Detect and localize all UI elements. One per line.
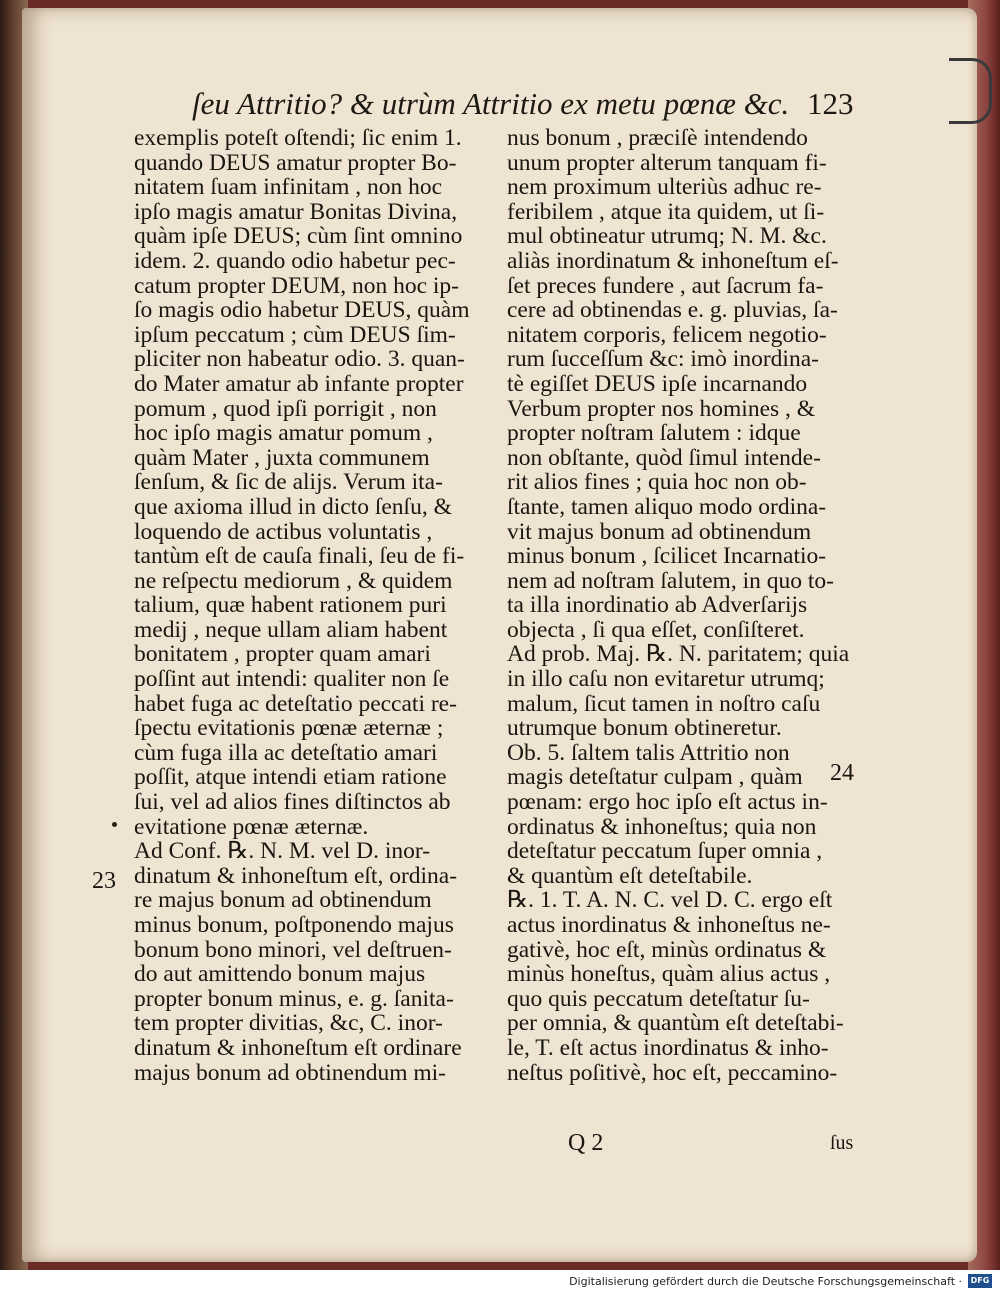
text-line: catum propter DEUM, non hoc ip- — [134, 272, 460, 299]
text-line: minùs honeſtus, quàm alius actus , — [507, 961, 831, 988]
text-line: utrumque bonum obtineretur. — [507, 715, 782, 742]
text-line: ordinatus & inhoneſtus; quia non — [507, 813, 817, 840]
text-line: medij , neque ullam aliam habent — [134, 616, 448, 643]
text-line: malum, ſicut tamen in noſtro caſu — [507, 690, 821, 717]
text-line: Verbum propter nos homines , & — [507, 395, 816, 422]
text-line: ſo magis odio habetur DEUS, quàm — [134, 297, 470, 324]
text-line: magis deteſtatur culpam , quàm — [507, 764, 803, 791]
text-line: re majus bonum ad obtinendum — [134, 887, 432, 914]
text-line: evitatione pœnæ æternæ. — [134, 813, 369, 840]
page-number: 123 — [807, 86, 854, 121]
book-clasp — [949, 58, 992, 124]
text-line: minus bonum, poſtponendo majus — [134, 912, 454, 938]
text-line: quo quis peccatum deteſtatur ſu- — [507, 985, 810, 1012]
ink-dot — [112, 822, 117, 827]
text-line: aliàs inordinatum & inhoneſtum eſ- — [507, 247, 839, 274]
text-line: non obſtante, quòd ſimul intende- — [507, 444, 821, 471]
catchword: ſus — [830, 1132, 854, 1154]
signature-mark: Q 2 — [568, 1130, 604, 1156]
text-line: & quantùm eſt deteſtabile. — [507, 862, 753, 889]
text-line: ipſo magis amatur Bonitas Divina, — [134, 198, 458, 225]
text-line: tè egiſſet DEUS ipſe incarnando — [507, 370, 808, 397]
footer-bar — [0, 1270, 1000, 1293]
text-line: do aut amittendo bonum majus — [134, 961, 426, 988]
text-line: poſſit, atque intendi etiam ratione — [134, 764, 447, 791]
text-line: objecta , ſi qua eſſet, conſiſteret. — [507, 616, 805, 643]
text-line: quando DEUS amatur propter Bo- — [134, 149, 457, 176]
text-line: ſtante, tamen aliquo modo ordina- — [507, 493, 827, 520]
text-line: exemplis poteſt oſtendi; ſic enim 1. — [134, 125, 462, 151]
text-line: nitatem ſuam infinitam , non hoc — [134, 174, 443, 201]
text-line: pœnam: ergo hoc ipſo eſt actus in- — [507, 789, 828, 816]
text-line: mul obtineatur utrumq; N. M. &c. — [507, 223, 827, 250]
text-line: nem proximum ulteriùs adhuc re- — [507, 174, 822, 201]
text-line: tantùm eſt de cauſa finali, ſeu de fi- — [134, 543, 465, 570]
margin-number-24: 24 — [830, 760, 854, 786]
text-line: Ob. 5. ſaltem talis Attritio non — [507, 739, 790, 766]
text-line: in illo caſu non evitaretur utrumq; — [507, 666, 825, 693]
text-line: rum ſucceſſum &c: imò inordina- — [507, 346, 819, 373]
margin-number-23: 23 — [92, 868, 116, 894]
text-line: cùm fuga illa ac deteſtatio amari — [134, 739, 438, 766]
text-line: ℞. 1. T. A. N. C. vel D. C. ergo eſt — [507, 887, 833, 914]
text-line: que axioma illud in dicto ſenſu, & — [134, 493, 452, 520]
text-line: nus bonum , præciſè intendendo — [507, 125, 808, 151]
text-line: ſui, vel ad alios fines diſtinctos ab — [134, 789, 451, 816]
running-title: ſeu Attritio? & utrùm Attritio ex metu pœnæ &c. — [192, 86, 790, 121]
text-line: propter bonum minus, e. g. ſanita- — [134, 985, 454, 1012]
text-line: cere ad obtinendas e. g. pluvias, ſa- — [507, 297, 838, 324]
text-line: ſenſum, & ſic de alijs. Verum ita- — [134, 469, 443, 496]
book-page — [22, 8, 977, 1262]
text-line: poſſint aut intendi: qualiter non ſe — [134, 666, 450, 693]
text-line: nem ad noſtram ſalutem, in quo to- — [507, 567, 834, 594]
text-line: le, T. eſt actus inordinatus & inho- — [507, 1034, 829, 1061]
text-line: per omnia, & quantùm eſt deteſtabi- — [507, 1010, 844, 1037]
text-line: rit alios fines ; quia hoc non ob- — [507, 469, 807, 496]
text-line: neſtus poſitivè, hoc eſt, peccamino- — [507, 1059, 838, 1086]
text-line: majus bonum ad obtinendum mi- — [134, 1059, 446, 1086]
text-line: tem propter divitias, &c, C. inor- — [134, 1010, 443, 1037]
text-line: propter noſtram ſalutem : idque — [507, 420, 801, 447]
text-line: Ad prob. Maj. ℞. N. paritatem; quia — [507, 641, 850, 668]
text-line: nitatem corporis, felicem negotio- — [507, 321, 827, 348]
text-line: idem. 2. quando odio habetur pec- — [134, 247, 456, 274]
text-column-left — [134, 126, 494, 1085]
text-line: gativè, hoc eſt, minùs ordinatus & — [507, 936, 827, 963]
text-line: pliciter non habeatur odio. 3. quan- — [134, 346, 465, 373]
text-line: ipſum peccatum ; cùm DEUS ſim- — [134, 321, 456, 348]
text-line: pomum , quod ipſi porrigit , non — [134, 395, 437, 422]
text-line: quàm Mater , juxta communem — [134, 444, 430, 471]
text-column-right — [507, 126, 867, 1085]
text-line: ta illa inordinatio ab Adverſarijs — [507, 592, 808, 619]
text-line: do Mater amatur ab infante propter — [134, 370, 464, 397]
text-line: vit majus bonum ad obtinendum — [507, 518, 812, 545]
text-line: habet fuga ac deteſtatio peccati re- — [134, 690, 457, 717]
dfg-logo-icon: DFG — [968, 1274, 992, 1288]
text-line: actus inordinatus & inhoneſtus ne- — [507, 912, 831, 938]
text-line: dinatum & inhoneſtum eſt ordinare — [134, 1034, 462, 1061]
text-line: unum propter alterum tanquam fi- — [507, 149, 827, 176]
text-line: minus bonum , ſcilicet Incarnatio- — [507, 543, 827, 570]
text-line: ne reſpectu mediorum , & quidem — [134, 567, 453, 594]
text-line: bonitatem , propter quam amari — [134, 641, 431, 668]
footer-credit: Digitalisierung gefördert durch die Deutsche Forschungsgemeinschaft · — [569, 1275, 962, 1288]
text-line: feribilem , atque ita quidem, ut ſi- — [507, 198, 825, 225]
text-line: Ad Conf. ℞. N. M. vel D. inor- — [134, 838, 431, 865]
text-line: bonum bono minori, vel deſtruen- — [134, 936, 452, 963]
text-line: hoc ipſo magis amatur pomum , — [134, 420, 433, 447]
text-line: ſet preces fundere , aut ſacrum fa- — [507, 272, 824, 299]
text-line: talium, quæ habent rationem puri — [134, 592, 447, 619]
text-line: dinatum & inhoneſtum eſt, ordina- — [134, 862, 458, 889]
text-line: deteſtatur peccatum ſuper omnia , — [507, 838, 823, 865]
text-line: loquendo de actibus voluntatis , — [134, 518, 433, 545]
text-line: quàm ipſe DEUS; cùm ſint omnino — [134, 223, 463, 250]
text-line: ſpectu evitationis pœnæ æternæ ; — [134, 715, 444, 742]
